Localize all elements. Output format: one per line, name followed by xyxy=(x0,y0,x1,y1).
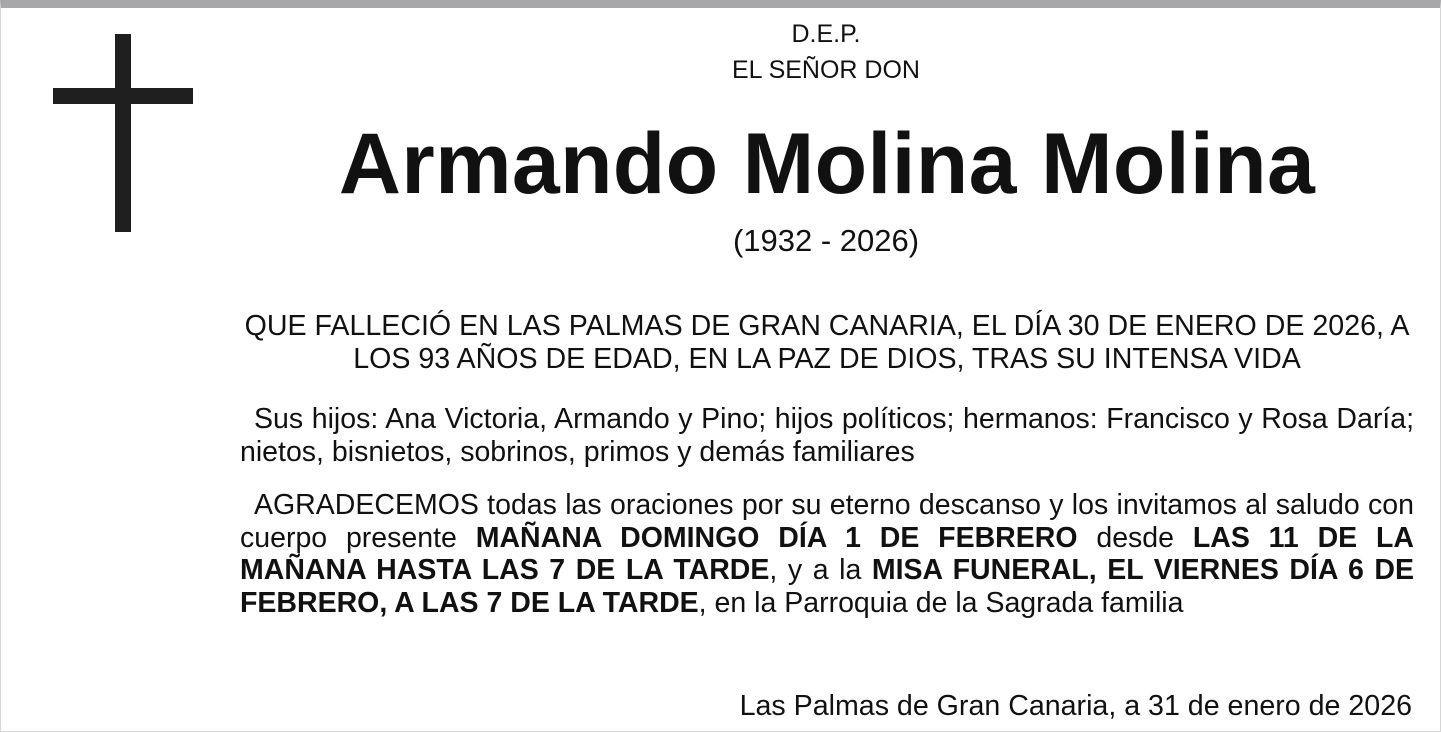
cross-vertical-bar xyxy=(115,34,131,232)
dep-label: D.E.P. xyxy=(791,20,861,48)
thanks-text-1: AGRADECEMOS todas las oraciones por su eterno descanso y los invitamos al saludo con cuerpo presente xyxy=(240,489,1414,554)
death-announcement: QUE FALLECIÓ EN LAS PALMAS DE GRAN CANARIA, EL DÍA 30 DE ENERO DE 2026, A LOS 93 AÑOS DE EDAD, EN LA PAZ DE DIOS, TRAS SU INTENSA VIDA xyxy=(244,310,1410,375)
thanks-text-3: , y a la xyxy=(769,554,872,586)
thanks-text-2: desde xyxy=(1077,521,1193,554)
cross-horizontal-bar xyxy=(53,88,193,104)
funeral-mass-info: MISA FUNERAL, EL VIERNES DÍA 6 DE FEBRERO, A LAS 7 DE LA TARDE xyxy=(240,554,1415,619)
visitation-date: MAÑANA DOMINGO DÍA 1 DE FEBRERO xyxy=(475,521,1078,554)
life-years: (1932 - 2026) xyxy=(732,223,920,258)
title-line: EL SEÑOR DON xyxy=(731,56,920,84)
visitation-hours: LAS 11 DE LA MAÑANA HASTA LAS 7 DE LA TARDE xyxy=(240,521,1414,586)
family-paragraph: Sus hijos: Ana Victoria, Armando y Pino; hijos políticos; hermanos: Francisco y Rosa Daría; nietos, bisnietos, sobrinos, primos y demás familiares xyxy=(240,403,1414,468)
thanks-text-4: , en la Parroquia de la Sagrada familia xyxy=(698,586,1184,619)
thanks-paragraph xyxy=(240,489,1414,619)
deceased-name: Armando Molina Molina xyxy=(338,116,1316,212)
place-and-date: Las Palmas de Gran Canaria, a 31 de enero de 2026 xyxy=(739,690,1412,722)
latin-cross-icon xyxy=(53,34,193,232)
